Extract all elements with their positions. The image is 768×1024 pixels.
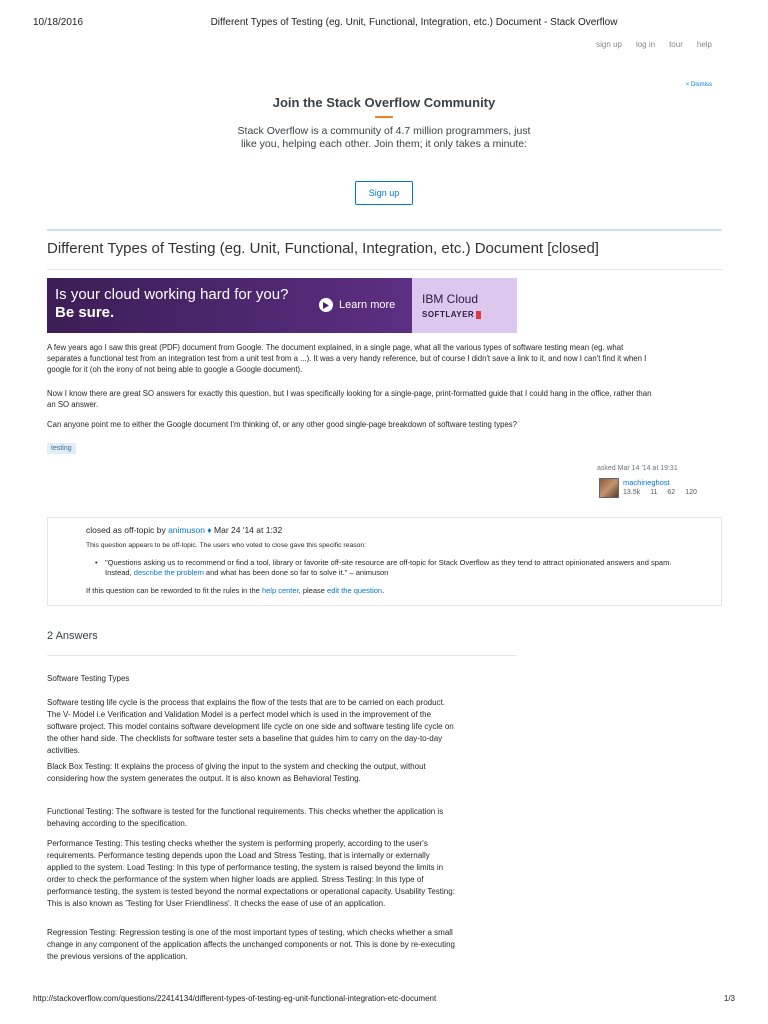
- closed-foot-end: .: [382, 586, 385, 595]
- answers-divider: [47, 655, 517, 656]
- closed-foot-prefix: If this question can be reworded to fit the rules in the: [86, 586, 260, 595]
- print-title: Different Types of Testing (eg. Unit, Functional, Integration, etc.) Document - Stack Overflow: [210, 17, 618, 28]
- answer-paragraph: Regression Testing: Regression testing is one of the most important types of testing, which checks whether a small change in any component of the application affects the unchanged components or not. This is done by re-executing the previous versions of the application.: [47, 928, 455, 961]
- ad-headline: [55, 286, 288, 322]
- describe-problem-link[interactable]: describe the problem: [133, 568, 204, 577]
- question-paragraph: A few years ago I saw this great (PDF) document from Google. The document explained, in a single page, what all the various types of software testing mean (eg. what separates a functional test from an integration test from a unit test from a ...). It was a very handy reference, but of course I didn't save a link to it, and now I can't find it when I google for it (oh the irony of not being able to google a Google document).: [47, 343, 647, 374]
- closed-quote: [105, 558, 695, 578]
- answer-paragraph: Software testing life cycle is the process that explains the flow of the tests that are to be carried on each product. The V- Model i.e Verification and Validation Model is a perfect model which is used in the improvement of the software project. This model contains software development life cycle on one side and software testing life cycle on the other hand side. The checklists for software tester sets a baseline that guides him to carry on the day-to-day activities.: [47, 698, 454, 755]
- user-reputation: [623, 489, 697, 496]
- join-text: Stack Overflow is a community of 4.7 million programmers, just like you, helping each other. Join them; it only takes a minute:: [237, 125, 531, 150]
- ad-brand: IBM Cloud: [422, 292, 479, 306]
- help-center-link[interactable]: help center: [261, 586, 299, 595]
- asked-timestamp: asked Mar 14 '14 at 19:31: [597, 465, 678, 472]
- question-paragraph: Now I know there are great SO answers for exactly this question, but I was specifically looking for a single-page, print-formatted guide that I could hang in the office, rather than an SO answer.: [47, 389, 652, 409]
- play-icon: [319, 298, 333, 312]
- closed-quote-tail: and what has been done so far to solve it." – animuson: [205, 568, 389, 577]
- answers-heading: 2 Answers: [47, 630, 98, 642]
- ad-learn-more[interactable]: [319, 298, 395, 312]
- dismiss-link[interactable]: × Dismiss: [685, 82, 712, 88]
- ad-headline-line2: Be sure.: [55, 304, 115, 321]
- tag-testing[interactable]: testing: [47, 443, 76, 454]
- ad-sub-brand: [422, 310, 481, 319]
- print-header: [0, 17, 768, 31]
- closed-quote-text: "Questions asking us to recommend or find a tool, library or favorite off-site resource are off-topic for Stack Overflow as they tend to attract opinionated answers and spam. Instead,: [105, 558, 672, 577]
- ad-banner[interactable]: [47, 278, 517, 333]
- ad-cta-label: Learn more: [339, 299, 396, 311]
- ad-sub-label: SOFTLAYER: [422, 310, 475, 319]
- login-link[interactable]: log in: [635, 40, 656, 49]
- reputation-score: 13.5k: [623, 489, 641, 496]
- answer-heading: Software Testing Types: [47, 674, 130, 683]
- print-date: 10/18/2016: [33, 17, 84, 28]
- answer-paragraph: Black Box Testing: It explains the process of giving the input to the system and checking the output, without considering how the system generates the output. It is also known as Behavioral Testing.: [47, 762, 426, 783]
- tour-link[interactable]: tour: [669, 40, 683, 49]
- silver-badges: 62: [667, 489, 676, 496]
- section-divider: [47, 229, 722, 231]
- softlayer-logo-icon: [476, 311, 481, 319]
- bronze-badges: 120: [685, 489, 697, 496]
- closer-link[interactable]: animuson ♦: [168, 525, 212, 535]
- answer-paragraph: Functional Testing: The software is tested for the functional requirements. This checks whether the application is behaving according to the specification.: [47, 807, 444, 828]
- closed-header: [86, 525, 282, 535]
- page-number: 1/3: [723, 994, 735, 1003]
- user-name[interactable]: machineghost: [623, 478, 670, 487]
- closed-date: Mar 24 '14 at 1:32: [214, 525, 283, 535]
- signup-link[interactable]: sign up: [596, 40, 622, 49]
- closed-prefix: closed as off-topic by: [86, 525, 166, 535]
- join-title: Join the Stack Overflow Community: [272, 95, 496, 110]
- question-title[interactable]: Different Types of Testing (eg. Unit, Functional, Integration, etc.) Document [closed]: [47, 240, 599, 257]
- edit-question-link[interactable]: edit the question: [327, 586, 383, 595]
- question-paragraph: Can anyone point me to either the Google document I'm thinking of, or any other good single-page breakdown of software testing types?: [47, 420, 518, 429]
- ad-left-panel: [47, 278, 412, 333]
- join-accent-divider: [375, 116, 393, 118]
- closed-footer: [86, 586, 384, 595]
- ad-brand-panel: [412, 278, 517, 333]
- closed-reason: This question appears to be off-topic. The users who voted to close gave this specific reason:: [86, 542, 367, 549]
- avatar[interactable]: [599, 478, 619, 498]
- footer-url: http://stackoverflow.com/questions/22414134/different-types-of-testing-eg-unit-functional-integration-etc-document: [33, 994, 437, 1003]
- closed-foot-mid: , please: [298, 586, 325, 595]
- title-divider: [47, 269, 722, 270]
- ad-headline-line1: Is your cloud working hard for you?: [55, 286, 289, 303]
- gold-badges: 11: [650, 489, 658, 496]
- top-nav: [596, 40, 712, 49]
- signup-button[interactable]: Sign up: [355, 181, 413, 205]
- answer-paragraph: Performance Testing: This testing checks whether the system is performing properly, according to the user's requirements. Performance testing depends upon the Load and Stress Testing, that is internally or externally applied to the system. Load Testing: In this type of performance testing, the system is raised beyond the limits in order to check the performance of the system when higher loads are applied. Stress Testing: In this type of performance testing, the system is tested beyond the normal expectations or operational capacity. Usability Testing: This is also known as 'Testing for User Friendliness'. It checks the ease of use of an application.: [47, 839, 455, 908]
- help-link[interactable]: help: [696, 40, 712, 49]
